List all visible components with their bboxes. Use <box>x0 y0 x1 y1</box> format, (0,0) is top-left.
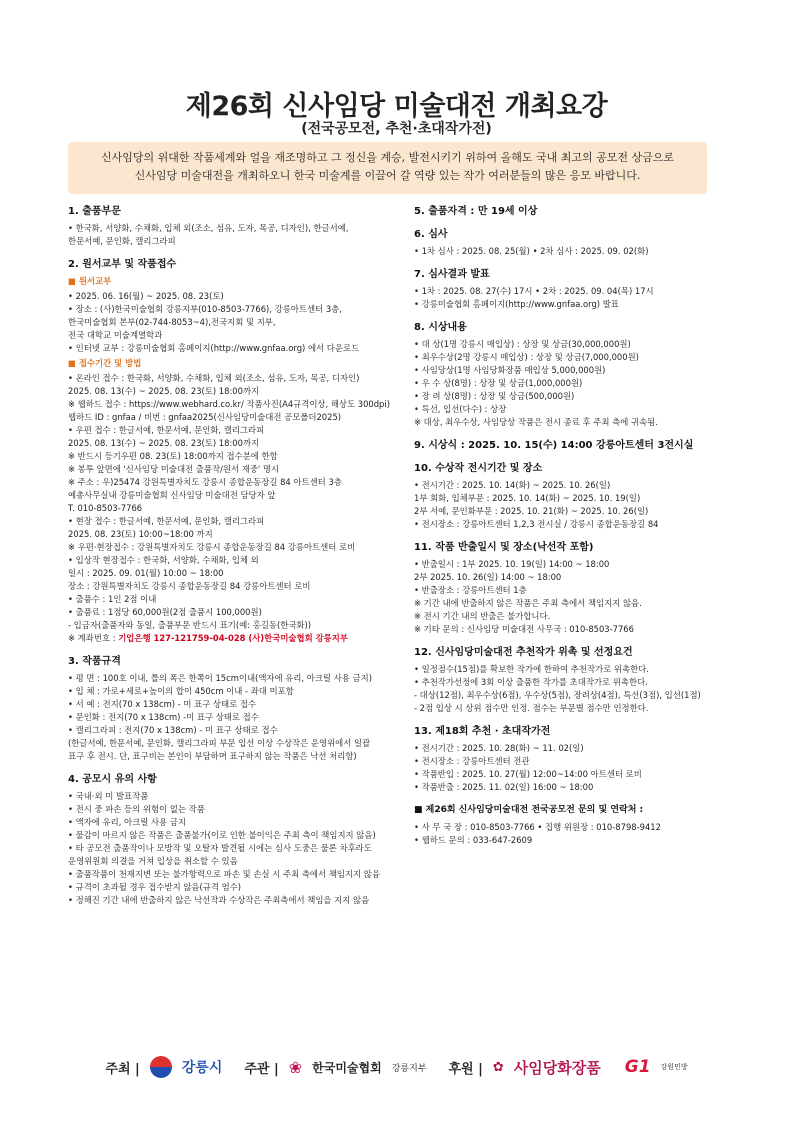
line-list <box>68 372 398 632</box>
section-application <box>68 258 398 645</box>
line-list <box>414 821 724 847</box>
text-line: 표구 후 전시. 단, 표구비는 본인이 부담하며 표구하지 않는 작품은 낙선 처리함) <box>68 751 357 761</box>
line-list <box>68 290 398 355</box>
text-line: • 추천작가선정에 3회 이상 출품한 작가를 초대작가로 위촉한다. <box>414 677 648 687</box>
host-org: 강릉시 <box>181 1060 223 1076</box>
section-exhibition <box>414 462 724 531</box>
text-line: • 작품반출 : 2025. 11. 02(일) 16:00 ~ 18:00 <box>414 782 594 792</box>
text-line: 2025. 08. 13(수) ~ 2025. 08. 23(토) 18:00까지 <box>68 386 260 396</box>
line-list <box>414 245 724 258</box>
text-line: ※ 웹하드 접수 : https://www.webhard.co.kr/ 작품사진(A4규격이상, 해상도 300dpi) <box>68 399 390 409</box>
text-line: • 물감이 마르지 않은 작품은 출품불가(이로 인한 불이익은 주최 측이 책임지지 않음) <box>68 830 376 840</box>
sponsor-label: 후원 | <box>448 1061 483 1077</box>
organizer-label: 주관 | <box>244 1061 279 1077</box>
section-heading: 3. 작품규격 <box>68 656 121 667</box>
text-line: 1부 회화, 입체부문 : 2025. 10. 14(화) ~ 2025. 10. 19(일) <box>414 493 641 503</box>
text-line: • 온라인 접수 : 한국화, 서양화, 수채화, 입체 외(조소, 섬유, 도자, 목공, 디자인) <box>68 373 360 383</box>
section-judging <box>414 228 724 258</box>
text-line: 2부 서예, 문인화부문 : 2025. 10. 21(화) ~ 2025. 10. 26(일) <box>414 506 649 516</box>
line-list <box>414 338 724 429</box>
text-line: • 사 무 국 장 : 010-8503-7766 • 집행 위원장 : 010-8798-9412 <box>414 822 661 832</box>
section-heading: 13. 제18회 추천 · 초대작가전 <box>414 726 551 737</box>
text-line: • 일정점수(15점)를 확보한 작가에 한하여 추천작가로 위촉한다. <box>414 664 649 674</box>
text-line: 일시 : 2025. 09. 01(월) 10:00 ~ 18:00 <box>68 568 224 578</box>
line-list <box>414 285 724 311</box>
saimdang-logo-icon: ✿ <box>492 1059 504 1075</box>
text-line: • 출품작품이 천재지변 또는 불가항력으로 파손 및 손실 시 주최 측에서 책임지지 않음 <box>68 869 380 879</box>
section-eligibility <box>414 205 724 218</box>
subsection-heading: ■ 원서교부 <box>68 276 112 286</box>
g1-text: G1 <box>624 1057 651 1077</box>
text-line: 한문서예, 문인화, 캘리그라피 <box>68 236 176 246</box>
text-line: 전국 대학교 미술계열학과 <box>68 330 163 340</box>
account-label: ※ 계좌번호 : <box>68 633 119 643</box>
section-heading: ■ 제26회 신사임당미술대전 전국공모전 문의 및 연락처 : <box>414 805 644 815</box>
organizer-branch: 강릉지부 <box>391 1063 427 1074</box>
text-line: • 1차 심사 : 2025. 08. 25(월) • 2차 심사 : 2025. 09. 02(화) <box>414 246 649 256</box>
text-line: • 인터넷 교부 : 강릉미술협회 홈페이지(http://www.gnfaa.org) 에서 다운로드 <box>68 343 360 353</box>
text-line: 예총사무실내 강릉미술협회 신사임당 미술대전 담당자 앞 <box>68 490 276 500</box>
text-line: • 최우수상(2명 강릉시 매입상) : 상장 및 상금(7,000,000원) <box>414 352 639 362</box>
section-heading: 9. 시상식 : 2025. 10. 15(수) 14:00 강릉아트센터 3전시실 <box>414 440 694 451</box>
section-contact <box>414 804 724 847</box>
text-line: • 특선, 입선(다수) : 상장 <box>414 404 507 414</box>
text-line: • 평 면 : 100호 이내, 틀의 폭은 한쪽이 15cm이내(액자에 유리, 아크릴 사용 금지) <box>68 673 372 683</box>
text-line: T. 010-8503-7766 <box>68 503 143 513</box>
g1-logo <box>625 1057 651 1077</box>
text-line: • 우편 접수 : 한글서예, 한문서예, 문인화, 캘리그라피 <box>68 425 265 435</box>
page-subtitle: (전국공모전, 추천·초대작가전) <box>301 121 492 137</box>
text-line: • 장 려 상(8명) : 상장 및 상금(500,000원) <box>414 391 575 401</box>
text-line: 한국미술협회 본부(02-744-8053~4),전국지회 및 지부, <box>68 317 276 327</box>
text-line: • 캘리그라피 : 전지(70 x 138cm) - 미 표구 상태로 접수 <box>68 725 278 735</box>
text-line: ※ 대상, 최우수상, 사임당상 작품은 전시 종료 후 주최 측에 귀속됨. <box>414 417 658 427</box>
text-line: • 출품료 : 1점당 60,000원(2점 출품시 100,000원) <box>68 607 262 617</box>
intro-line: 신사임당의 위대한 작품세계와 얼을 재조명하고 그 정신을 계승, 발전시키기 위하여 올해도 국내 최고의 공모전 상금으로 <box>100 151 675 164</box>
section-results <box>414 268 724 311</box>
page-title: 제26회 신사임당 미술대전 개최요강 <box>185 91 608 122</box>
text-line: • 국내·외 미 발표작품 <box>68 791 149 801</box>
line-list <box>414 663 724 715</box>
text-line: • 웹하드 문의 : 033-647-2609 <box>414 835 533 845</box>
host-label: 주최 | <box>105 1061 140 1077</box>
text-line: • 타 공모전 출품작이나 모방작 및 오탈자 발견될 시에는 심사 도중은 물론 차후라도 <box>68 843 372 853</box>
text-line: • 전시장소 : 강릉아트센터 전관 <box>414 756 530 766</box>
intro-box <box>68 142 707 194</box>
text-line: 2025. 08. 13(수) ~ 2025. 08. 23(토) 18:00까지 <box>68 438 260 448</box>
section-heading: 4. 공모시 유의 사항 <box>68 774 157 785</box>
account-line <box>68 632 398 645</box>
text-line: • 입 체 : 가로+세로+높이의 합이 450cm 이내 - 좌대 미포함 <box>68 686 294 696</box>
footer-sponsors <box>0 1050 793 1084</box>
text-line: 2025. 08. 23(토) 10:00~18:00 까지 <box>68 529 213 539</box>
text-line: • 전시기간 : 2025. 10. 28(화) ~ 11. 02(일) <box>414 743 584 753</box>
account-number: 기업은행 127-121759-04-028 (사)한국미술협회 강릉지부 <box>118 633 348 643</box>
text-line: • 규격이 초과될 경우 접수받지 않음(규격 엄수) <box>68 882 242 892</box>
text-line: • 장소 : (사)한국미술협회 강릉지부(010-8503-7766), 강릉아트센터 3층, <box>68 304 342 314</box>
gangneung-logo-icon <box>150 1056 172 1078</box>
sponsor-org: 사임당화장품 <box>513 1058 601 1077</box>
text-line: - 대상(12점), 최우수상(6점), 우수상(5점), 장려상(4점), 특선(3점), 입선(1점) <box>414 690 701 700</box>
text-line: • 사임당상(1명 사임당화장품 매입상 5,000,000원) <box>414 365 606 375</box>
text-line: 장소 : 강원특별자치도 강릉시 종합운동장길 84 강릉아트센터 로비 <box>68 581 311 591</box>
text-line: • 액자에 유리, 아크릴 사용 금지 <box>68 817 186 827</box>
line-list <box>414 479 724 531</box>
line-list <box>68 790 398 907</box>
text-line: - 입금자(출품자와 동일, 출품부문 반드시 표기(예: 홍길동(한국화)) <box>68 620 312 630</box>
text-line: • 출품수 : 1인 2점 이내 <box>68 594 157 604</box>
line-list <box>414 558 724 636</box>
section-heading: 11. 작품 반출일시 및 장소(낙선작 포함) <box>414 542 594 553</box>
line-list <box>414 742 724 794</box>
section-heading: 2. 원서교부 및 작품접수 <box>68 259 177 270</box>
art-association-logo-icon: ❀ <box>288 1057 303 1077</box>
text-line: • 한국화, 서양화, 수채화, 입체 외(조소, 섬유, 도자, 목공, 디자인), 한글서예, <box>68 223 349 233</box>
section-ceremony <box>414 439 724 452</box>
text-line: - 2점 입상 시 상위 점수만 인정. 점수는 부문별 점수만 인정한다. <box>414 703 649 713</box>
text-line: ※ 주소 : 우)25474 강원특별자치도 강릉시 종합운동장길 84 아트센터 3층 <box>68 477 342 487</box>
section-recommended-artists <box>414 646 724 715</box>
text-line: • 전시 중 파손 등의 위험이 없는 작품 <box>68 804 205 814</box>
section-heading: 6. 심사 <box>414 229 448 240</box>
text-line: • 입상작 현장접수 : 한국화, 서양화, 수채화, 입체 외 <box>68 555 259 565</box>
section-heading: 1. 출품부문 <box>68 206 121 217</box>
section-heading: 10. 수상작 전시기간 및 장소 <box>414 463 543 474</box>
text-line: • 대 상(1명 강릉시 매입상) : 상장 및 상금(30,000,000원) <box>414 339 631 349</box>
text-line: (한글서예, 한문서예, 문인화, 캘리그라피 부문 입선 이상 수상작은 운영위에서 일괄 <box>68 738 371 748</box>
section-awards <box>414 321 724 429</box>
text-line: 2부 2025. 10. 26(일) 14:00 ~ 18:00 <box>414 572 562 582</box>
text-line: • 전시장소 : 강릉아트센터 1,2,3 전시실 / 강릉시 종합운동장길 84 <box>414 519 659 529</box>
text-line: ※ 전시 기간 내의 반출은 불가합니다. <box>414 611 551 621</box>
text-line: ※ 기타 문의 : 신사임당 미술대전 사무국 : 010-8503-7766 <box>414 624 634 634</box>
section-heading: 5. 출품자격 : 만 19세 이상 <box>414 206 538 217</box>
section-invited-exhibition <box>414 725 724 794</box>
intro-line: 신사임당 미술대전을 개최하오니 한국 미술계를 이끌어 갈 역량 있는 작가 여러분들의 많은 응모 바랍니다. <box>134 169 641 182</box>
g1-sub: 강원민방 <box>660 1063 688 1071</box>
text-line: ※ 우편·현장접수 : 강원특별자치도 강릉시 종합운동장길 84 강릉아트센터 로비 <box>68 542 356 552</box>
text-line: • 강릉미술협회 홈페이지(http://www.gnfaa.org) 발표 <box>414 299 619 309</box>
text-line: • 1차 : 2025. 08. 27(수) 17시 • 2차 : 2025. 09. 04(목) 17시 <box>414 286 654 296</box>
section-notes <box>68 773 398 907</box>
text-line: 웹하드 ID : gnfaa / 비번 : gnfaa2025(신사임당미술대전 공모폴더2025) <box>68 412 342 422</box>
line-list <box>68 222 398 248</box>
section-return <box>414 541 724 636</box>
text-line: • 2025. 06. 16(월) ~ 2025. 08. 23(토) <box>68 291 224 301</box>
text-line: ※ 봉투 앞면에 '신사임당 미술대전 출품작/원서 재중' 명시 <box>68 464 280 474</box>
text-line: • 반출일시 : 1부 2025. 10. 19(일) 14:00 ~ 18:00 <box>414 559 610 569</box>
text-line: • 반출장소 : 강릉아트센터 1층 <box>414 585 527 595</box>
line-list <box>68 672 398 763</box>
subsection-heading: ■ 접수기간 및 방법 <box>68 358 142 368</box>
organizer-org: 한국미술협회 <box>312 1060 382 1075</box>
text-line: • 작품반입 : 2025. 10. 27(월) 12:00~14:00 아트센터 로비 <box>414 769 642 779</box>
text-line: • 전시기간 : 2025. 10. 14(화) ~ 2025. 10. 26(일) <box>414 480 611 490</box>
text-line: • 정해진 기간 내에 반출하지 않은 낙선작과 수상작은 주최측에서 책임을 지지 않음 <box>68 895 370 905</box>
section-heading: 7. 심사결과 발표 <box>414 269 490 280</box>
section-heading: 12. 신사임당미술대전 추천작가 위촉 및 선정요건 <box>414 647 633 658</box>
text-line: • 서 예 : 전지(70 x 138cm) - 미 표구 상태로 접수 <box>68 699 257 709</box>
section-specs <box>68 655 398 763</box>
section-entry-categories <box>68 205 398 248</box>
section-heading: 8. 시상내용 <box>414 322 467 333</box>
text-line: 운영위원회 의결을 거쳐 입상을 취소할 수 있음 <box>68 856 238 866</box>
right-column <box>414 205 724 857</box>
text-line: ※ 반드시 등기우편 08. 23(토) 18:00까지 접수분에 한함 <box>68 451 278 461</box>
text-line: ※ 기간 내에 반출하지 않은 작품은 주최 측에서 책임지지 않음. <box>414 598 642 608</box>
text-line: • 우 수 상(8명) : 상장 및 상금(1,000,000원) <box>414 378 583 388</box>
text-line: • 현장 접수 : 한글서예, 한문서예, 문인화, 캘리그라피 <box>68 516 265 526</box>
left-column <box>68 205 398 917</box>
text-line: • 문인화 : 전지(70 x 138cm) -미 표구 상태로 접수 <box>68 712 259 722</box>
